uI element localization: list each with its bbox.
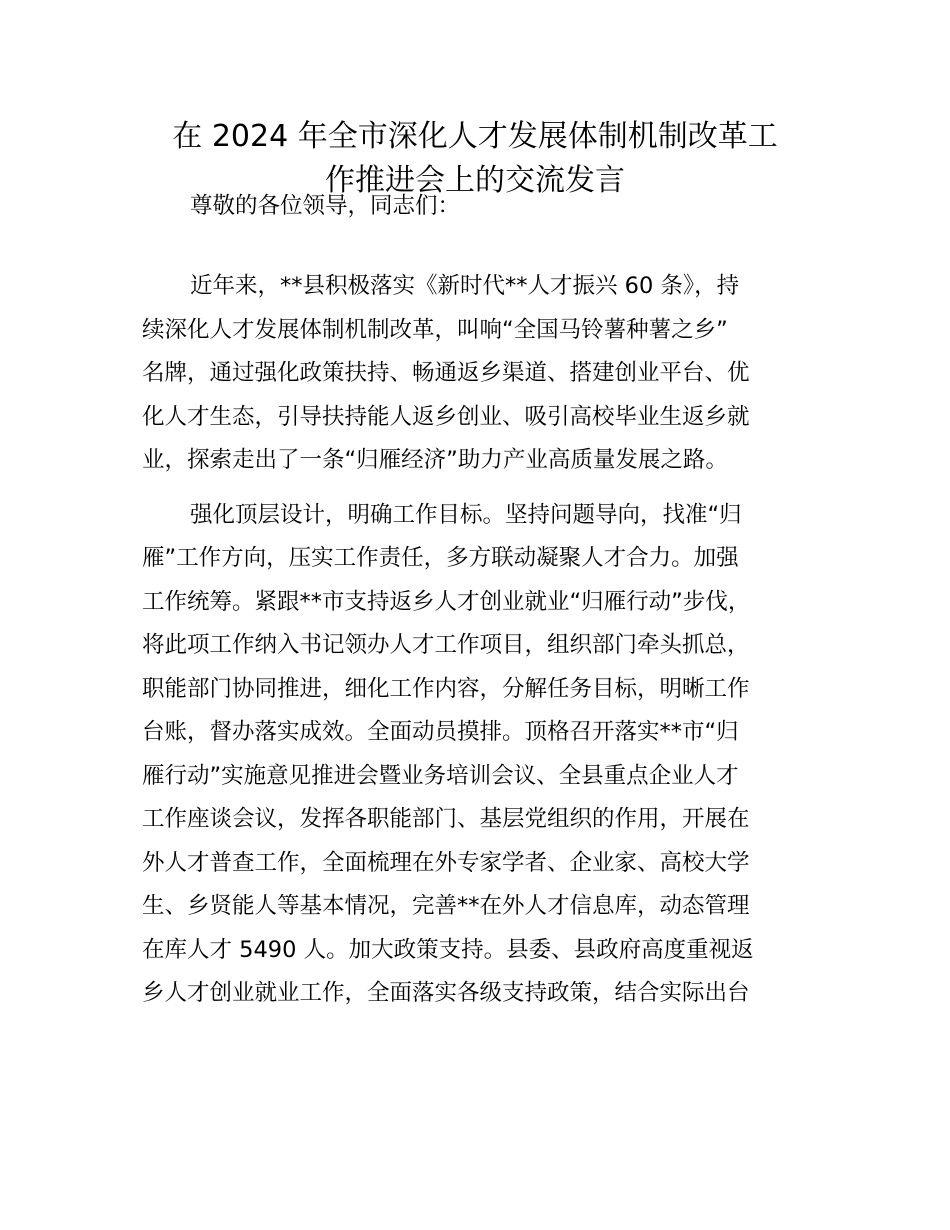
- paragraph-line: 在库人才 5490 人。加大政策支持。县委、县政府高度重视返: [142, 937, 754, 963]
- document-title-line-1: 在 2024 年全市深化人才发展体制机制改革工: [172, 119, 778, 154]
- paragraph-line: 名牌，通过强化政策扶持、畅通返乡渠道、搭建创业平台、优: [142, 360, 750, 386]
- paragraph-line: 续深化人才发展体制机制改革，叫响“全国马铃薯种薯之乡”: [142, 317, 728, 343]
- paragraph-line: 外人才普查工作，全面梳理在外专家学者、企业家、高校大学: [142, 850, 750, 876]
- paragraph-line: 职能部门协同推进，细化工作内容，分解任务目标，明晰工作: [142, 676, 750, 702]
- paragraph-line: 将此项工作纳入书记领办人才工作项目，组织部门牵头抓总，: [142, 632, 750, 658]
- paragraph-line: 雁行动”实施意见推进会暨业务培训会议、全县重点企业人才: [142, 763, 739, 789]
- salutation: 尊敬的各位领导，同志们：: [190, 193, 461, 219]
- paragraph-line: 近年来，**县积极落实《新时代**人才振兴 60 条》，持: [190, 273, 740, 299]
- paragraph-line: 雁”工作方向，压实工作责任，多方联动凝聚人才合力。加强: [142, 545, 739, 571]
- paragraph-line: 台账，督办落实成效。全面动员摸排。顶格召开落实**市“归: [142, 719, 739, 745]
- document-title-line-2: 作推进会上的交流发言: [325, 163, 625, 198]
- paragraph-line: 业，探索走出了一条“归雁经济”助力产业高质量发展之路。: [142, 447, 728, 473]
- paragraph-line: 强化顶层设计，明确工作目标。坚持问题导向，找准“归: [190, 502, 742, 528]
- paragraph-line: 工作座谈会议，发挥各职能部门、基层党组织的作用，开展在: [142, 806, 750, 832]
- paragraph-line: 生、乡贤能人等基本情况，完善**在外人才信息库，动态管理: [142, 893, 750, 919]
- paragraph-line: 乡人才创业就业工作，全面落实各级支持政策，结合实际出台: [142, 980, 750, 1006]
- paragraph-line: 化人才生态，引导扶持能人返乡创业、吸引高校毕业生返乡就: [142, 404, 750, 430]
- paragraph-line: 工作统筹。紧跟**市支持返乡人才创业就业“归雁行动”步伐，: [142, 589, 751, 615]
